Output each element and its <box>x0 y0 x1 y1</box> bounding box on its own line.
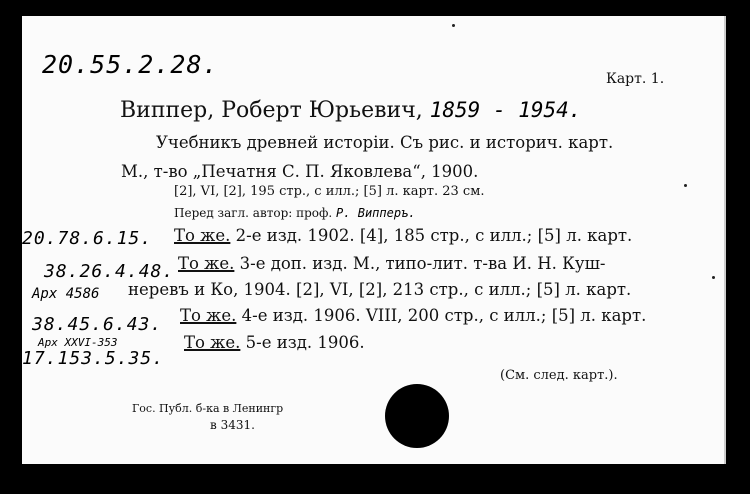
library-stamp-line1: Гос. Публ. б-ка в Ленингр <box>132 402 284 415</box>
note-line <box>174 206 416 220</box>
continued-note: (См. след. карт.). <box>500 368 618 383</box>
entry-5-text: 5-е изд. 1906. <box>240 333 365 352</box>
entry-1-text: 2-е изд. 1902. [4], 185 стр., с илл.; [5] л. карт. <box>230 226 633 245</box>
extra-call: 17.153.5.35. <box>22 348 165 369</box>
speck <box>712 276 715 279</box>
entry-2-line <box>178 254 606 273</box>
note-hand: Р. Випперъ. <box>336 206 416 220</box>
entry-1-line <box>174 226 632 245</box>
entry-5-line <box>184 333 365 352</box>
entry-4-same: То же. <box>180 306 237 325</box>
author-heading <box>120 98 581 123</box>
entry-4-call: 38.45.6.43. <box>32 314 163 335</box>
entry-5-call: Арх XXVI-353 <box>38 336 118 349</box>
collation-line: [2], VI, [2], 195 стр., с илл.; [5] л. карт. 23 см. <box>174 184 485 199</box>
author-dates: 1859 - 1954. <box>429 98 582 122</box>
call-number-top: 20.55.2.28. <box>42 50 219 79</box>
entry-5-same: То же. <box>184 333 241 352</box>
entry-2-call: 38.26.4.48. <box>44 261 175 282</box>
entry-2-text: 3-е доп. изд. М., типо-лит. т-ва И. Н. Куш- <box>234 254 606 273</box>
entry-1-call: 20.78.6.15. <box>22 228 153 249</box>
entry-3-line: неревъ и Ко, 1904. [2], VI, [2], 213 стр., с илл.; [5] л. карт. <box>128 280 632 299</box>
punch-hole <box>385 384 449 448</box>
speck <box>452 24 455 27</box>
title-line: Учебникъ древней исторіи. Съ рис. и историч. карт. <box>156 133 614 152</box>
note-print: Перед загл. автор: проф. <box>174 206 333 220</box>
entry-2-same: То же. <box>178 254 235 273</box>
entry-1-same: То же. <box>174 226 231 245</box>
entry-3-call: Арх 4586 <box>32 286 100 302</box>
library-stamp-line2: в 3431. <box>210 418 255 432</box>
card-number: Карт. 1. <box>606 71 665 87</box>
catalog-card <box>22 16 726 464</box>
author-name: Виппер, Роберт Юрьевич, <box>120 98 423 123</box>
imprint-line: М., т-во „Печатня С. П. Яковлева“, 1900. <box>121 162 479 181</box>
speck <box>684 184 687 187</box>
entry-4-text: 4-е изд. 1906. VIII, 200 стр., с илл.; [5] л. карт. <box>236 306 647 325</box>
entry-4-line <box>180 306 646 325</box>
